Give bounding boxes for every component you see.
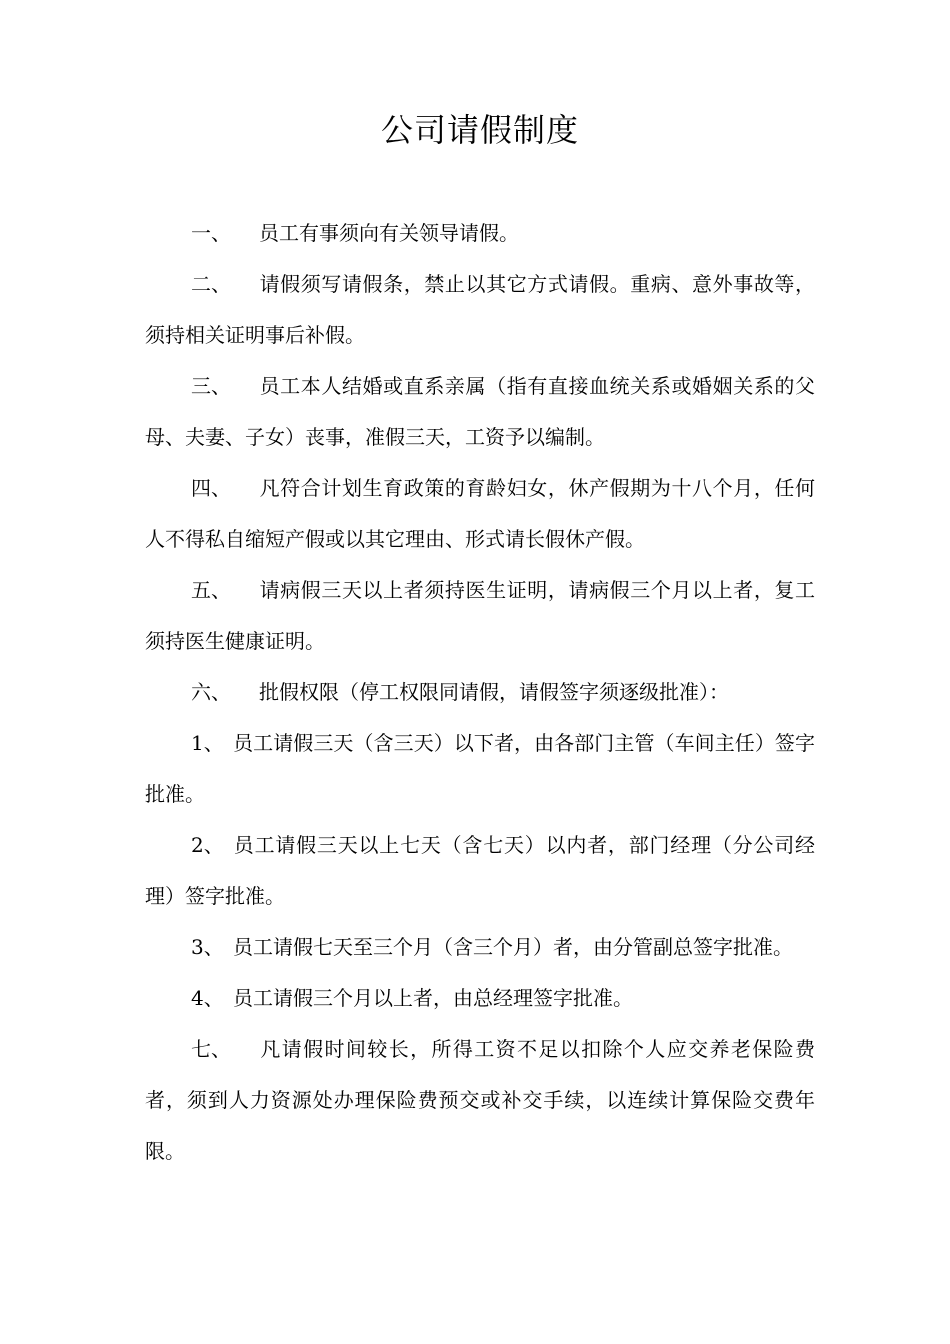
- clause-1: [145, 208, 815, 259]
- clause-marker: 四、: [191, 476, 231, 500]
- clause-text: 员工请假三天（含三天）以下者，由各部门主管（车间主任）签字批准。: [145, 731, 815, 806]
- clause-2: [145, 259, 815, 361]
- clause-marker: 1、: [191, 731, 224, 755]
- document-body: [145, 208, 815, 1177]
- document-title: 公司请假制度: [380, 111, 579, 149]
- clause-text: 员工本人结婚或直系亲属（指有直接血统关系或婚姻关系的父母、夫妻、子女）丧事，准假三天，工资予以编制。: [145, 374, 815, 449]
- sub-clause-3: [145, 922, 815, 973]
- clause-5: [145, 565, 815, 667]
- clause-text: 凡请假时间较长，所得工资不足以扣除个人应交养老保险费者，须到人力资源处办理保险费预交或补交手续，以连续计算保险交费年限。: [145, 1037, 815, 1163]
- clause-text: 批假权限（停工权限同请假，请假签字须逐级批准）：: [259, 680, 729, 704]
- clause-text: 请假须写请假条，禁止以其它方式请假。重病、意外事故等，须持相关证明事后补假。: [145, 272, 815, 347]
- clause-marker: 2、: [191, 833, 224, 857]
- clause-marker: 六、: [191, 680, 231, 704]
- clause-6: [145, 667, 815, 718]
- clause-text: 凡符合计划生育政策的育龄妇女，休产假期为十八个月，任何人不得私自缩短产假或以其它理由、形式请长假休产假。: [145, 476, 815, 551]
- clause-marker: 4、: [191, 986, 224, 1010]
- clause-text: 员工请假七天至三个月（含三个月）者，由分管副总签字批准。: [233, 935, 793, 959]
- clause-marker: 三、: [191, 374, 231, 398]
- clause-text: 员工请假三天以上七天（含七天）以内者，部门经理（分公司经理）签字批准。: [145, 833, 815, 908]
- clause-marker: 3、: [191, 935, 224, 959]
- sub-clause-2: [145, 820, 815, 922]
- sub-clause-1: [145, 718, 815, 820]
- sub-clause-4: [145, 973, 815, 1024]
- clause-7: [145, 1024, 815, 1177]
- clause-marker: 五、: [191, 578, 231, 602]
- clause-text: 员工请假三个月以上者，由总经理签字批准。: [233, 986, 633, 1010]
- clause-marker: 七、: [191, 1037, 231, 1061]
- clause-3: [145, 361, 815, 463]
- clause-4: [145, 463, 815, 565]
- clause-marker: 二、: [191, 272, 231, 296]
- clause-text: 员工有事须向有关领导请假。: [259, 221, 519, 245]
- clause-text: 请病假三天以上者须持医生证明，请病假三个月以上者，复工须持医生健康证明。: [145, 578, 815, 653]
- clause-marker: 一、: [191, 221, 231, 245]
